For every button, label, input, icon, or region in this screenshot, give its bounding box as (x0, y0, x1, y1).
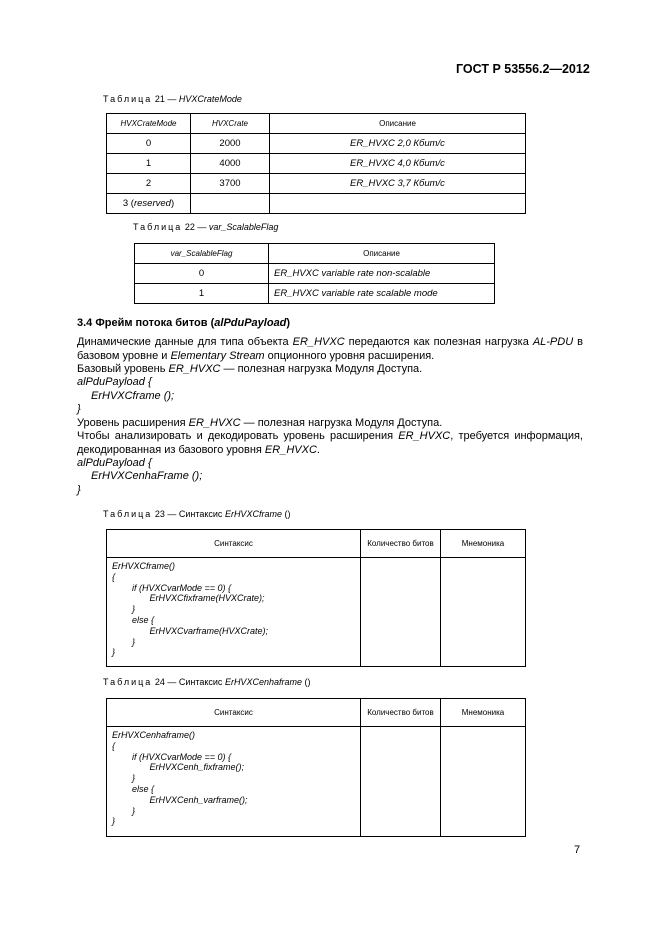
table-22 (134, 243, 495, 304)
table-row (107, 727, 526, 837)
column-header: var_ScalableFlag (135, 244, 269, 264)
paragraph: Уровень расширения ER_HVXC — полезная нагрузка Модуля Доступа. (77, 417, 443, 429)
code-line: alPduPayload { (77, 457, 152, 469)
standard-number: ГОСТ Р 53556.2—2012 (456, 62, 590, 76)
table-21 (106, 113, 526, 214)
page-number: 7 (574, 844, 581, 856)
column-header: Количество битов (361, 530, 441, 558)
column-header: Мнемоника (441, 530, 526, 558)
column-header: Мнемоника (441, 699, 526, 727)
column-header: Описание (269, 244, 495, 264)
table-23 (106, 529, 526, 667)
paragraph: Чтобы анализировать и декодировать уровень расширения ER_HVXC, требуется информация, декодированная из базового уровня ER_HVXC. (77, 430, 583, 456)
table-row: 0 2000 ER_HVXC 2,0 Кбит/с (107, 134, 526, 154)
reserved-cell: 3 (reserved) (107, 194, 191, 214)
syntax-code: ErHVXCframe() { if (HVXCvarMode == 0) { ErHVXCfixframe(HVXCrate); } else { ErHVXCvarframe(HVXCrate); } } (107, 558, 361, 667)
syntax-code: ErHVXCenhaframe() { if (HVXCvarMode == 0) { ErHVXCenh_fixframe(); } else { ErHVXCenh_varframe(); } } (107, 727, 361, 837)
table-23-caption: Таблица 23 — Синтаксис ErHVXCframe () (103, 509, 291, 519)
table-22-caption: Таблица 22 — var_ScalableFlag (133, 222, 279, 232)
column-header: Синтаксис (107, 699, 361, 727)
code-line: } (77, 484, 81, 496)
table-row: 1 4000 ER_HVXC 4,0 Кбит/с (107, 154, 526, 174)
code-line: } (77, 403, 81, 415)
paragraph: Базовый уровень ER_HVXC — полезная нагрузка Модуля Доступа. (77, 363, 423, 375)
table-row: 1 ER_HVXC variable rate scalable mode (135, 284, 495, 304)
column-header: HVXCrate (191, 114, 270, 134)
table-row (107, 558, 526, 667)
table-21-caption: Таблица 21 — HVXCrateMode (103, 94, 242, 104)
code-line: ErHVXCframe (); (91, 390, 175, 402)
table-row: 0 ER_HVXC variable rate non-scalable (135, 264, 495, 284)
table-24-caption: Таблица 24 — Синтаксис ErHVXCenhaframe () (103, 677, 311, 687)
column-header: Синтаксис (107, 530, 361, 558)
table-row (107, 194, 526, 214)
table-24 (106, 698, 526, 837)
column-header: Описание (270, 114, 526, 134)
column-header: Количество битов (361, 699, 441, 727)
column-header: HVXCrateMode (107, 114, 191, 134)
code-line: ErHVXCenhaFrame (); (91, 470, 203, 482)
code-line: alPduPayload { (77, 376, 152, 388)
table-row: 2 3700 ER_HVXC 3,7 Кбит/с (107, 174, 526, 194)
section-heading: 3.4 Фрейм потока битов (alPduPayload) (77, 317, 291, 329)
paragraph: Динамические данные для типа объекта ER_HVXC передаются как полезная нагрузка AL-PDU в базовом уровне и Elementary Stream опционного уровня расширения. (77, 336, 583, 362)
